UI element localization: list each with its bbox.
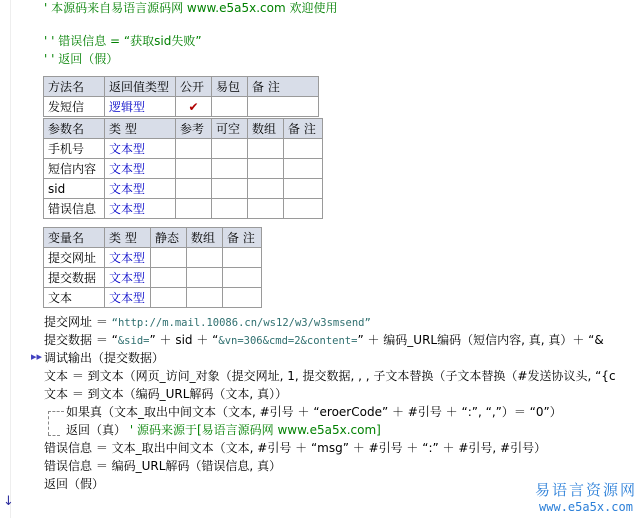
- public-check-icon[interactable]: ✔: [176, 97, 212, 117]
- watermark: [535, 479, 637, 514]
- var-type-cell[interactable]: 文本型: [105, 288, 151, 308]
- header-param-type: 类 型: [105, 119, 176, 139]
- param-type-cell[interactable]: 文本型: [105, 139, 176, 159]
- code-line-fetch[interactable]: 文本 ＝ 到文本（网页_访问_对象（提交网址, 1, 提交数据, , , 子文本替换（子文本替换（#发送协议头, “{c: [44, 369, 616, 383]
- var-type-cell[interactable]: 文本型: [105, 268, 151, 288]
- flow-line-left: [48, 411, 49, 435]
- var-type-cell[interactable]: 文本型: [105, 248, 151, 268]
- code-line-error-message[interactable]: 错误信息 ＝ 文本_取出中间文本（文本, #引号 ＋ “msg” ＋ #引号 ＋ “:” ＋ #引号, #引号）: [44, 441, 547, 455]
- source-comment: ' 本源码来自易语言源码网 www.e5a5x.com 欢迎使用: [44, 1, 338, 15]
- param-name-cell[interactable]: 短信内容: [44, 159, 105, 179]
- flow-line-bottom: [48, 435, 60, 436]
- header-return-type: 返回值类型: [105, 77, 176, 97]
- variable-table: [43, 227, 262, 308]
- flow-line-top: [48, 411, 64, 412]
- remark-cell[interactable]: [248, 97, 319, 117]
- table-row: [44, 248, 262, 268]
- header-static: 静态: [151, 228, 187, 248]
- var-name-cell[interactable]: 文本: [44, 288, 105, 308]
- watermark-title: 易语言资源网: [534, 481, 637, 499]
- header-var-array: 数组: [187, 228, 223, 248]
- table-row: [44, 288, 262, 308]
- code-line-submit-url[interactable]: 提交网址 ＝ “http://m.mail.10086.cn/ws12/w3/w3smsend”: [44, 315, 371, 329]
- param-type-cell[interactable]: 文本型: [105, 159, 176, 179]
- param-type-cell[interactable]: 文本型: [105, 199, 176, 219]
- header-array: 数组: [248, 119, 284, 139]
- table-row: [44, 139, 323, 159]
- header-var-remark: 备 注: [223, 228, 262, 248]
- code-line-if-true[interactable]: 如果真（文本_取出中间文本（文本, #引号 ＋ “eroerCode” ＋ #引号 ＋ “:”, “,”）＝ “0”）: [66, 405, 562, 419]
- code-line-debug-output[interactable]: 调试输出（提交数据）: [44, 351, 165, 365]
- param-name-cell[interactable]: sid: [44, 179, 105, 199]
- code-line-decode[interactable]: 文本 ＝ 到文本（编码_URL解码（文本, 真））: [44, 387, 288, 401]
- subroutine-table: [43, 76, 319, 117]
- header-var-name: 变量名: [44, 228, 105, 248]
- header-remark: 备 注: [248, 77, 319, 97]
- header-param-name: 参数名: [44, 119, 105, 139]
- var-name-cell[interactable]: 提交数据: [44, 268, 105, 288]
- header-public: 公开: [176, 77, 212, 97]
- table-row: [44, 179, 323, 199]
- method-name-cell[interactable]: 发短信: [44, 97, 105, 117]
- down-arrow-icon[interactable]: ↓: [3, 494, 14, 509]
- header-param-remark: 备 注: [284, 119, 323, 139]
- table-row: [44, 268, 262, 288]
- code-line-return-true[interactable]: 返回（真） ' 源码来源于[易语言源码网 www.e5a5x.com]: [66, 423, 381, 437]
- table-row: [44, 159, 323, 179]
- commented-return-line: ' ' 返回（假）: [44, 52, 119, 66]
- return-type-cell[interactable]: 逻辑型: [105, 97, 176, 117]
- var-name-cell[interactable]: 提交网址: [44, 248, 105, 268]
- commented-error-line: ' ' 错误信息 = “获取sid失败”: [44, 34, 202, 48]
- code-line-return-false[interactable]: 返回（假）: [44, 477, 105, 491]
- parameter-table: [43, 118, 323, 219]
- header-method-name: 方法名: [44, 77, 105, 97]
- header-nullable: 可空: [212, 119, 248, 139]
- watermark-url: www.e5a5x.com: [539, 500, 633, 514]
- breakpoint-arrow-icon[interactable]: ▸▸: [31, 350, 43, 363]
- header-var-type: 类 型: [105, 228, 151, 248]
- code-line-submit-data[interactable]: 提交数据 ＝ “&sid=” ＋ sid ＋ “&vn=306&cmd=2&content=” ＋ 编码_URL编码（短信内容, 真, 真）＋ “&: [44, 333, 604, 347]
- code-line-error-decode[interactable]: 错误信息 ＝ 编码_URL解码（错误信息, 真）: [44, 459, 282, 473]
- header-reference: 参考: [176, 119, 212, 139]
- param-name-cell[interactable]: 手机号: [44, 139, 105, 159]
- header-epackage: 易包: [212, 77, 248, 97]
- param-name-cell[interactable]: 错误信息: [44, 199, 105, 219]
- param-type-cell[interactable]: 文本型: [105, 179, 176, 199]
- epackage-cell[interactable]: [212, 97, 248, 117]
- table-row: [44, 199, 323, 219]
- editor-gutter: [0, 0, 11, 518]
